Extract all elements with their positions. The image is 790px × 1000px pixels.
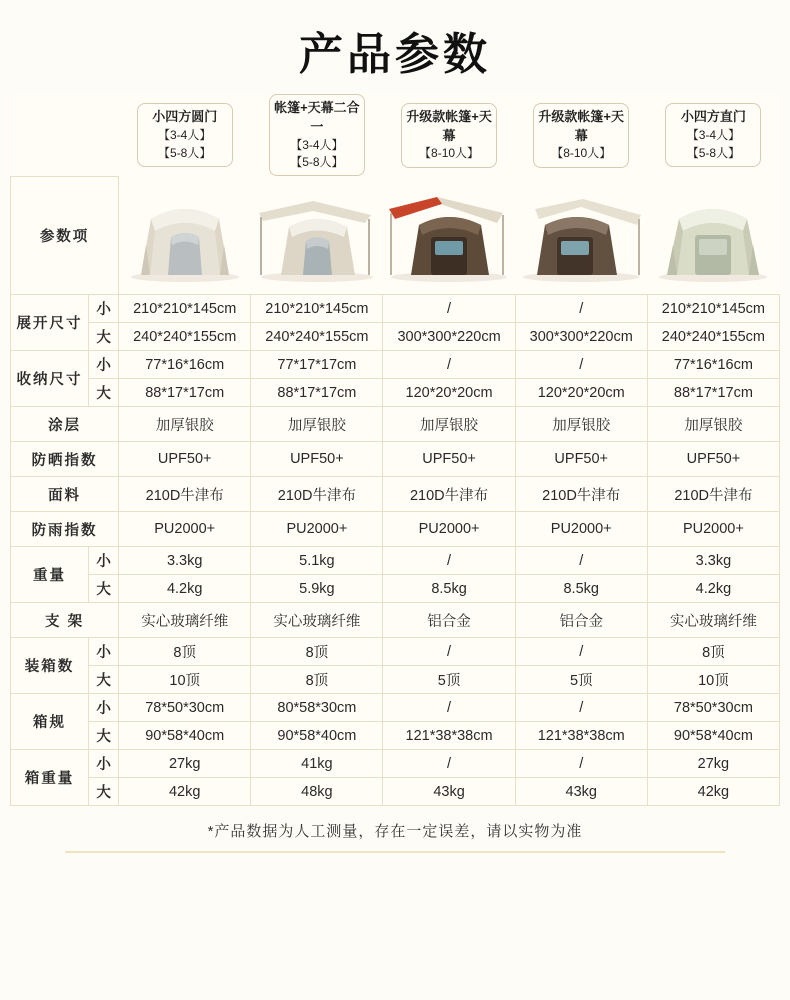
- product-photo-2: [383, 176, 515, 295]
- cell-8-1: 8顶: [251, 638, 383, 666]
- cell-6-3: 8.5kg: [515, 575, 647, 603]
- size-label-small: 小: [89, 638, 119, 666]
- column-title-3: 升级款帐篷+天幕: [538, 108, 625, 143]
- cell-2-4: 加厚银胶: [647, 407, 779, 442]
- column-header-4: [647, 94, 779, 176]
- table-row: [11, 750, 780, 778]
- column-title-0: 小四方圆门: [152, 109, 218, 125]
- cell-9-1: 90*58*40cm: [251, 722, 383, 750]
- cell-6-3: /: [515, 547, 647, 575]
- cell-1-3: 120*20*20cm: [515, 379, 647, 407]
- cell-9-0: 78*50*30cm: [119, 694, 251, 722]
- row-label-7: 支 架: [11, 603, 119, 638]
- column-title-1: 帐篷+天幕二合一: [274, 100, 360, 134]
- cell-10-1: 41kg: [251, 750, 383, 778]
- cell-8-0: 10顶: [119, 666, 251, 694]
- cell-10-4: 27kg: [647, 750, 779, 778]
- column-tag-0: [137, 103, 233, 167]
- row-label-6: 重量: [11, 547, 89, 603]
- cell-3-3: UPF50+: [515, 442, 647, 477]
- table-row: [11, 512, 780, 547]
- column-sub2-0: 【5-8人】: [158, 145, 212, 160]
- column-sub2-1: 【5-8人】: [290, 155, 344, 170]
- cell-4-1: 210D牛津布: [251, 477, 383, 512]
- cell-7-0: 实心玻璃纤维: [119, 603, 251, 638]
- column-header-1: [251, 94, 383, 176]
- cell-1-0: 77*16*16cm: [119, 351, 251, 379]
- table-row: [11, 694, 780, 722]
- cell-8-1: 8顶: [251, 666, 383, 694]
- tent-image-cream-canopy: [517, 179, 645, 291]
- cell-0-1: 240*240*155cm: [251, 323, 383, 351]
- column-sub1-4: 【3-4人】: [686, 128, 741, 143]
- row-label-8: 装箱数: [11, 638, 89, 694]
- cell-7-2: 铝合金: [383, 603, 515, 638]
- cell-6-0: 4.2kg: [119, 575, 251, 603]
- cell-9-4: 90*58*40cm: [647, 722, 779, 750]
- cell-7-3: 铝合金: [515, 603, 647, 638]
- column-header-row: [11, 94, 780, 176]
- size-label-small: 小: [89, 547, 119, 575]
- table-row: [11, 442, 780, 477]
- row-label-9: 箱规: [11, 694, 89, 750]
- cell-9-0: 90*58*40cm: [119, 722, 251, 750]
- product-photo-row: [11, 176, 780, 295]
- table-row: [11, 295, 780, 323]
- cell-2-0: 加厚银胶: [119, 407, 251, 442]
- cell-8-2: 5顶: [383, 666, 515, 694]
- size-label-small: 小: [89, 694, 119, 722]
- cell-4-4: 210D牛津布: [647, 477, 779, 512]
- cell-6-1: 5.9kg: [251, 575, 383, 603]
- table-row: [11, 547, 780, 575]
- table-row: [11, 575, 780, 603]
- cell-4-2: 210D牛津布: [383, 477, 515, 512]
- column-header-0: [119, 94, 251, 176]
- cell-6-4: 3.3kg: [647, 547, 779, 575]
- cell-6-0: 3.3kg: [119, 547, 251, 575]
- product-photo-0: [119, 176, 251, 295]
- column-tag-1: [269, 94, 365, 176]
- cell-9-3: 121*38*38cm: [515, 722, 647, 750]
- row-label-2: 涂层: [11, 407, 119, 442]
- cell-5-4: PU2000+: [647, 512, 779, 547]
- cell-8-4: 8顶: [647, 638, 779, 666]
- table-row: [11, 603, 780, 638]
- cell-0-3: 300*300*220cm: [515, 323, 647, 351]
- cell-0-3: /: [515, 295, 647, 323]
- table-row: [11, 778, 780, 806]
- cell-10-0: 27kg: [119, 750, 251, 778]
- cell-8-2: /: [383, 638, 515, 666]
- cell-5-0: PU2000+: [119, 512, 251, 547]
- table-row: [11, 666, 780, 694]
- row-label-1: 收纳尺寸: [11, 351, 89, 407]
- column-sub1-0: 【3-4人】: [158, 128, 212, 143]
- spec-table: [10, 94, 780, 806]
- table-row: [11, 379, 780, 407]
- cell-4-3: 210D牛津布: [515, 477, 647, 512]
- column-title-4: 小四方直门: [680, 109, 746, 125]
- tent-image-beige-dome: [121, 179, 249, 291]
- cell-3-1: UPF50+: [251, 442, 383, 477]
- cell-2-2: 加厚银胶: [383, 407, 515, 442]
- size-label-large: 大: [89, 666, 119, 694]
- cell-4-0: 210D牛津布: [119, 477, 251, 512]
- column-header-2: [383, 94, 515, 176]
- cell-8-3: 5顶: [515, 666, 647, 694]
- cell-0-4: 210*210*145cm: [647, 295, 779, 323]
- cell-0-4: 240*240*155cm: [647, 323, 779, 351]
- row-label-3: 防晒指数: [11, 442, 119, 477]
- size-label-small: 小: [89, 750, 119, 778]
- table-row: [11, 722, 780, 750]
- table-row: [11, 407, 780, 442]
- cell-2-1: 加厚银胶: [251, 407, 383, 442]
- page-title: 产品参数: [299, 30, 491, 79]
- cell-10-0: 42kg: [119, 778, 251, 806]
- size-label-large: 大: [89, 575, 119, 603]
- column-tag-4: [665, 103, 761, 167]
- cell-10-1: 48kg: [251, 778, 383, 806]
- product-photo-1: [251, 176, 383, 295]
- tent-image-dark-brown: [385, 179, 513, 291]
- table-row: [11, 351, 780, 379]
- row-label-5: 防雨指数: [11, 512, 119, 547]
- column-sub1-1: 【3-4人】: [290, 137, 344, 152]
- cell-1-0: 88*17*17cm: [119, 379, 251, 407]
- size-label-large: 大: [89, 722, 119, 750]
- cell-7-4: 实心玻璃纤维: [647, 603, 779, 638]
- cell-3-0: UPF50+: [119, 442, 251, 477]
- cell-10-3: 43kg: [515, 778, 647, 806]
- header-spacer: [11, 94, 119, 176]
- cell-9-2: 121*38*38cm: [383, 722, 515, 750]
- cell-10-2: /: [383, 750, 515, 778]
- cell-0-0: 240*240*155cm: [119, 323, 251, 351]
- cell-3-2: UPF50+: [383, 442, 515, 477]
- cell-3-4: UPF50+: [647, 442, 779, 477]
- cell-1-1: 88*17*17cm: [251, 379, 383, 407]
- row-label-4: 面料: [11, 477, 119, 512]
- cell-5-2: PU2000+: [383, 512, 515, 547]
- cell-6-4: 4.2kg: [647, 575, 779, 603]
- product-photo-3: [515, 176, 647, 295]
- cell-9-2: /: [383, 694, 515, 722]
- cell-0-2: /: [383, 295, 515, 323]
- cell-8-3: /: [515, 638, 647, 666]
- cell-1-2: 120*20*20cm: [383, 379, 515, 407]
- param-header: 参数项: [11, 176, 119, 295]
- cell-9-3: /: [515, 694, 647, 722]
- size-label-large: 大: [89, 323, 119, 351]
- cell-10-4: 42kg: [647, 778, 779, 806]
- column-header-3: [515, 94, 647, 176]
- cell-6-1: 5.1kg: [251, 547, 383, 575]
- column-sub1-3: 【8-10人】: [551, 146, 612, 161]
- cell-0-2: 300*300*220cm: [383, 323, 515, 351]
- size-label-large: 大: [89, 379, 119, 407]
- cell-10-3: /: [515, 750, 647, 778]
- column-sub1-2: 【8-10人】: [419, 146, 480, 161]
- row-label-0: 展开尺寸: [11, 295, 89, 351]
- product-photo-4: [647, 176, 779, 295]
- cell-5-1: PU2000+: [251, 512, 383, 547]
- column-title-2: 升级款帐篷+天幕: [406, 108, 492, 143]
- tent-image-awning: [253, 179, 381, 291]
- size-label-large: 大: [89, 778, 119, 806]
- column-tag-2: [401, 103, 497, 168]
- cell-7-1: 实心玻璃纤维: [251, 603, 383, 638]
- cell-0-0: 210*210*145cm: [119, 295, 251, 323]
- cell-1-3: /: [515, 351, 647, 379]
- footnote: *产品数据为人工测量，存在一定误差，请以实物为准: [207, 823, 583, 841]
- row-label-10: 箱重量: [11, 750, 89, 806]
- tent-image-green-dome: [649, 179, 777, 291]
- table-row: [11, 477, 780, 512]
- cell-2-3: 加厚银胶: [515, 407, 647, 442]
- cell-8-0: 8顶: [119, 638, 251, 666]
- cell-5-3: PU2000+: [515, 512, 647, 547]
- cell-10-2: 43kg: [383, 778, 515, 806]
- cell-9-4: 78*50*30cm: [647, 694, 779, 722]
- table-row: [11, 323, 780, 351]
- cell-9-1: 80*58*30cm: [251, 694, 383, 722]
- cell-8-4: 10顶: [647, 666, 779, 694]
- cell-1-4: 88*17*17cm: [647, 379, 779, 407]
- table-row: [11, 638, 780, 666]
- size-label-small: 小: [89, 351, 119, 379]
- cell-1-2: /: [383, 351, 515, 379]
- cell-1-1: 77*17*17cm: [251, 351, 383, 379]
- cell-0-1: 210*210*145cm: [251, 295, 383, 323]
- bottom-divider: [65, 851, 725, 853]
- cell-6-2: /: [383, 547, 515, 575]
- cell-1-4: 77*16*16cm: [647, 351, 779, 379]
- column-sub2-4: 【5-8人】: [686, 145, 741, 160]
- size-label-small: 小: [89, 295, 119, 323]
- cell-6-2: 8.5kg: [383, 575, 515, 603]
- column-tag-3: [533, 103, 629, 168]
